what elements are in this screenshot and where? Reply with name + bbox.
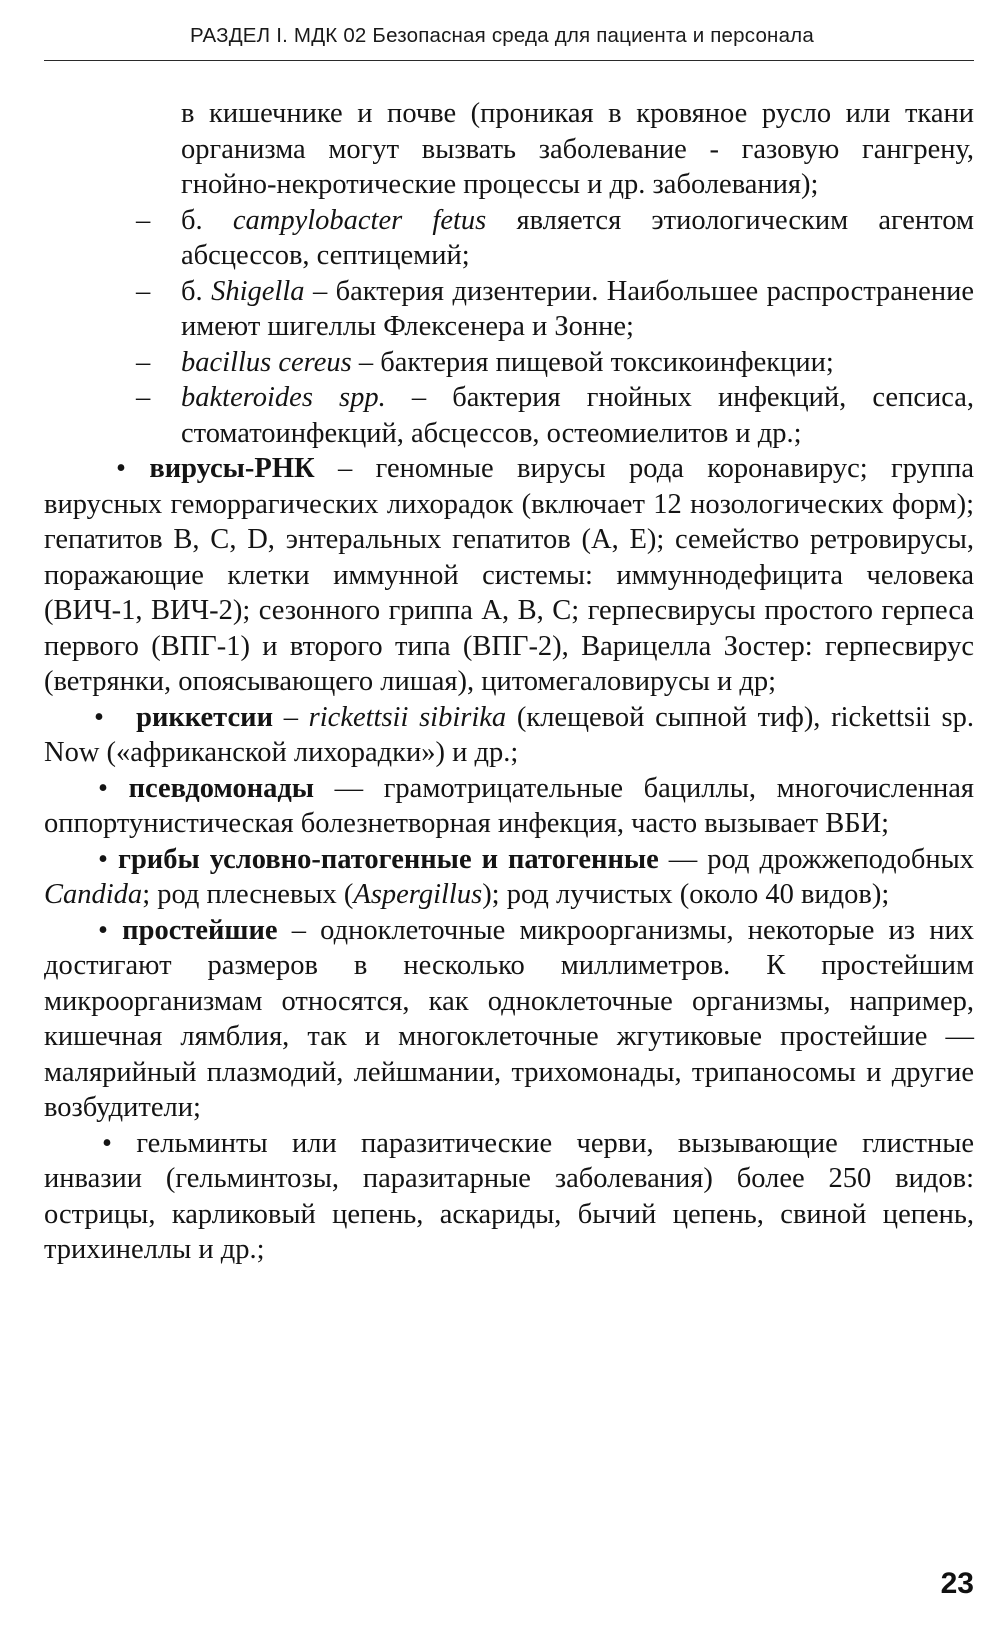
- bullet-fungi: • грибы условно-патогенные и патогенные — род дрожжеподобных Candida; род плесневых (Aspergillus); род лучистых (около 40 видов);: [44, 843, 974, 910]
- bullet-marker: •: [98, 843, 108, 875]
- latin-term: rickettsii sibirika: [308, 701, 507, 733]
- dash-marker: –: [136, 275, 151, 307]
- bullet-rickettsia: • риккетсии – rickettsii sibirika (клещевой сыпной тиф), rickettsii sp. Now («африканской лихорадки») и др.;: [44, 701, 975, 768]
- bullet-term: вирусы-РНК: [149, 453, 315, 484]
- bullet-marker: •: [98, 772, 108, 804]
- latin-term: campylobacter fetus: [232, 204, 487, 236]
- latin-term: bacillus cereus: [181, 346, 352, 378]
- bullet-marker: •: [116, 453, 126, 484]
- latin-term: bakteroides spp.: [181, 382, 386, 413]
- page-number: 23: [940, 1567, 974, 1600]
- page-body: [44, 96, 974, 1268]
- bullet-marker: •: [102, 1127, 112, 1159]
- header-rule: [44, 60, 974, 61]
- dash-item: – bakteroides spp. – бактерия гнойных инфекций, сепсиса, стоматоинфекций, абсцессов, остеомиелитов и др.;: [136, 382, 974, 449]
- bullet-protozoa: • простейшие – одноклеточные микроорганизмы, некоторые из них достигают размеров в несколько миллиметров. К простейшим микроорганизмам относятся, как одноклеточные организмы, например, кишечная лямблия, так и многоклеточные жгутиковые простейшие — малярийный плазмодий, лейшмании, трихомонады, трипаносомы и другие возбудители;: [44, 914, 974, 1123]
- bullet-pseudomonads: • псевдомонады — грамотрицательные бациллы, многочисленная оппортунистическая болезнетворная инфекция, часто вызывает ВБИ;: [44, 772, 974, 839]
- dash-item: – б. Shigella – бактерия дизентерии. Наибольшее распространение имеют шигеллы Флексенера и Зонне;: [136, 275, 974, 342]
- continued-paragraph: в кишечнике и почве (проникая в кровяное русло или ткани организма могут вызвать заболевание - газовую гангрену, гнойно-некротические процессы и др. заболевания);: [181, 98, 974, 200]
- bullet-viruses: • вирусы-РНК – геномные вирусы рода коронавирус; группа вирусных геморрагических лихорадок (включает 12 нозологических форм); гепатитов В, С, D, энтеральных гепатитов (А, Е); семейство ретровирусы, поражающие клетки иммунной системы: иммуннодефицита человека (ВИЧ-1, ВИЧ-2); сезонного гриппа А, В, С; герпесвирусы простого герпеса первого (ВПГ-1) и второго типа (ВПГ-2), Варицелла Зостер: герпесвирус (ветрянки, опоясывающего лишая), цитомегаловирусы и др;: [44, 453, 975, 697]
- dash-marker: –: [136, 382, 151, 413]
- dash-item: – bacillus cereus – бактерия пищевой токсикоинфекции;: [44, 345, 974, 381]
- bullet-term: псевдомонады: [128, 772, 315, 804]
- bullet-term: риккетсии: [136, 701, 273, 733]
- bullet-marker: •: [98, 914, 108, 946]
- dash-marker: –: [136, 204, 151, 236]
- bullet-helminths: • гельминты или паразитические черви, вызывающие глистные инвазии (гельминтозы, паразитарные заболевания) более 250 видов: острицы, карликовый цепень, аскариды, бычий цепень, свиной цепень, трихинеллы и др.;: [44, 1127, 974, 1265]
- bullet-marker: •: [94, 701, 104, 733]
- running-header: РАЗДЕЛ I. МДК 02 Безопасная среда для пациента и персонала: [190, 24, 814, 47]
- bullet-term: простейшие: [122, 914, 278, 946]
- dash-marker: –: [136, 346, 151, 378]
- dash-item: – б. campylobacter fetus является этиологическим агентом абсцессов, септицемий;: [136, 204, 974, 271]
- bullet-term: грибы условно-патогенные и патогенные: [118, 843, 659, 875]
- latin-term: Shigella: [211, 275, 305, 307]
- latin-term: Candida: [44, 879, 143, 910]
- latin-term: Aspergillus: [353, 879, 483, 910]
